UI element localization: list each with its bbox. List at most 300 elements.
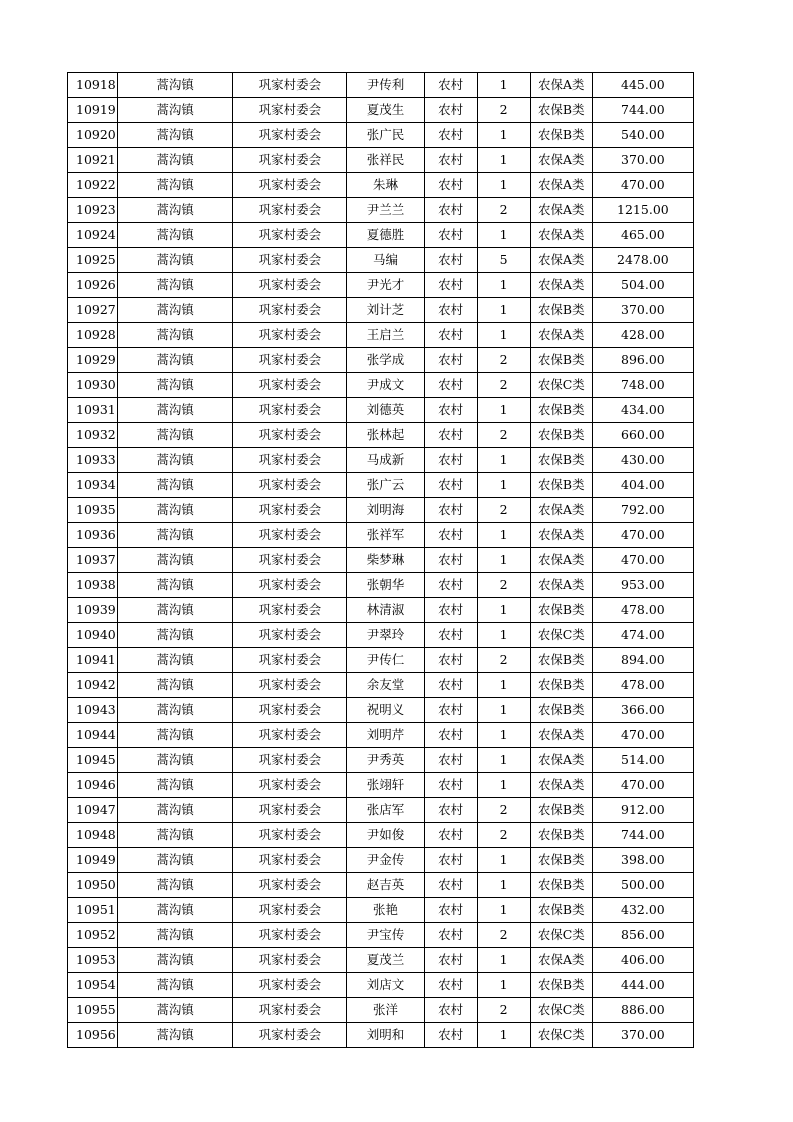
table-row [68,248,694,273]
cell-insurance-category: 农保B类 [530,398,592,423]
cell-member-count: 1 [477,173,530,198]
cell-insurance-category: 农保A类 [530,748,592,773]
table-row [68,223,694,248]
cell-member-count: 1 [477,898,530,923]
cell-insurance-category: 农保B类 [530,448,592,473]
cell-member-count: 2 [477,648,530,673]
cell-insurance-category: 农保A类 [530,773,592,798]
cell-village-committee: 巩家村委会 [233,748,347,773]
cell-town: 蒿沟镇 [118,223,233,248]
table-row [68,698,694,723]
cell-person-name: 刘明海 [347,498,424,523]
cell-town: 蒿沟镇 [118,898,233,923]
cell-household-type: 农村 [424,523,477,548]
cell-town: 蒿沟镇 [118,773,233,798]
cell-member-count: 1 [477,473,530,498]
cell-serial-number: 10946 [68,773,118,798]
cell-member-count: 2 [477,798,530,823]
cell-amount: 404.00 [592,473,693,498]
cell-household-type: 农村 [424,973,477,998]
cell-member-count: 2 [477,198,530,223]
table-row [68,873,694,898]
cell-village-committee: 巩家村委会 [233,623,347,648]
cell-person-name: 尹秀英 [347,748,424,773]
table-row [68,848,694,873]
cell-amount: 894.00 [592,648,693,673]
cell-person-name: 张店军 [347,798,424,823]
cell-insurance-category: 农保A类 [530,173,592,198]
cell-insurance-category: 农保B类 [530,123,592,148]
table-row [68,123,694,148]
cell-household-type: 农村 [424,948,477,973]
cell-household-type: 农村 [424,848,477,873]
cell-household-type: 农村 [424,73,477,98]
cell-member-count: 1 [477,623,530,648]
cell-serial-number: 10954 [68,973,118,998]
cell-member-count: 1 [477,273,530,298]
cell-town: 蒿沟镇 [118,548,233,573]
table-row [68,273,694,298]
cell-town: 蒿沟镇 [118,373,233,398]
cell-serial-number: 10953 [68,948,118,973]
cell-person-name: 林清淑 [347,598,424,623]
cell-town: 蒿沟镇 [118,498,233,523]
cell-amount: 470.00 [592,523,693,548]
cell-village-committee: 巩家村委会 [233,123,347,148]
cell-member-count: 1 [477,548,530,573]
cell-serial-number: 10952 [68,923,118,948]
cell-town: 蒿沟镇 [118,748,233,773]
cell-village-committee: 巩家村委会 [233,998,347,1023]
cell-insurance-category: 农保A类 [530,148,592,173]
cell-insurance-category: 农保B类 [530,798,592,823]
cell-household-type: 农村 [424,698,477,723]
cell-amount: 470.00 [592,548,693,573]
table-row [68,773,694,798]
cell-household-type: 农村 [424,373,477,398]
table-row [68,398,694,423]
cell-member-count: 2 [477,998,530,1023]
cell-member-count: 1 [477,1023,530,1048]
cell-member-count: 1 [477,773,530,798]
cell-village-committee: 巩家村委会 [233,573,347,598]
cell-village-committee: 巩家村委会 [233,323,347,348]
cell-village-committee: 巩家村委会 [233,273,347,298]
cell-amount: 500.00 [592,873,693,898]
cell-village-committee: 巩家村委会 [233,773,347,798]
cell-member-count: 1 [477,398,530,423]
table-row [68,1023,694,1048]
cell-serial-number: 10939 [68,598,118,623]
cell-person-name: 祝明义 [347,698,424,723]
cell-amount: 465.00 [592,223,693,248]
cell-person-name: 尹传利 [347,73,424,98]
cell-household-type: 农村 [424,823,477,848]
cell-amount: 514.00 [592,748,693,773]
cell-village-committee: 巩家村委会 [233,348,347,373]
cell-amount: 504.00 [592,273,693,298]
table-row [68,523,694,548]
cell-person-name: 尹兰兰 [347,198,424,223]
cell-person-name: 赵吉英 [347,873,424,898]
cell-person-name: 王启兰 [347,323,424,348]
cell-member-count: 1 [477,523,530,548]
cell-household-type: 农村 [424,898,477,923]
cell-person-name: 尹翠玲 [347,623,424,648]
cell-member-count: 1 [477,323,530,348]
cell-town: 蒿沟镇 [118,423,233,448]
cell-person-name: 尹传仁 [347,648,424,673]
cell-household-type: 农村 [424,648,477,673]
cell-amount: 1215.00 [592,198,693,223]
cell-town: 蒿沟镇 [118,723,233,748]
table-row [68,423,694,448]
cell-serial-number: 10943 [68,698,118,723]
table-row [68,548,694,573]
cell-person-name: 张祥军 [347,523,424,548]
cell-serial-number: 10929 [68,348,118,373]
cell-town: 蒿沟镇 [118,198,233,223]
cell-town: 蒿沟镇 [118,98,233,123]
cell-insurance-category: 农保B类 [530,348,592,373]
cell-serial-number: 10956 [68,1023,118,1048]
cell-amount: 474.00 [592,623,693,648]
cell-serial-number: 10922 [68,173,118,198]
cell-amount: 478.00 [592,673,693,698]
cell-insurance-category: 农保A类 [530,73,592,98]
cell-member-count: 1 [477,448,530,473]
cell-village-committee: 巩家村委会 [233,1023,347,1048]
cell-household-type: 农村 [424,998,477,1023]
cell-person-name: 张学成 [347,348,424,373]
cell-serial-number: 10951 [68,898,118,923]
cell-household-type: 农村 [424,623,477,648]
cell-person-name: 刘德英 [347,398,424,423]
cell-village-committee: 巩家村委会 [233,98,347,123]
table-row [68,498,694,523]
cell-amount: 470.00 [592,723,693,748]
cell-household-type: 农村 [424,198,477,223]
cell-member-count: 1 [477,698,530,723]
cell-insurance-category: 农保A类 [530,548,592,573]
cell-amount: 540.00 [592,123,693,148]
cell-serial-number: 10941 [68,648,118,673]
cell-town: 蒿沟镇 [118,998,233,1023]
cell-serial-number: 10949 [68,848,118,873]
cell-village-committee: 巩家村委会 [233,73,347,98]
cell-household-type: 农村 [424,123,477,148]
cell-serial-number: 10920 [68,123,118,148]
cell-town: 蒿沟镇 [118,948,233,973]
cell-amount: 470.00 [592,773,693,798]
table-row [68,898,694,923]
cell-insurance-category: 农保B类 [530,848,592,873]
cell-insurance-category: 农保B类 [530,473,592,498]
table-row [68,723,694,748]
cell-person-name: 张祥民 [347,148,424,173]
cell-person-name: 夏茂兰 [347,948,424,973]
cell-member-count: 1 [477,848,530,873]
cell-serial-number: 10948 [68,823,118,848]
cell-serial-number: 10927 [68,298,118,323]
cell-insurance-category: 农保A类 [530,948,592,973]
cell-member-count: 1 [477,73,530,98]
cell-person-name: 张朝华 [347,573,424,598]
cell-amount: 444.00 [592,973,693,998]
cell-town: 蒿沟镇 [118,123,233,148]
cell-village-committee: 巩家村委会 [233,198,347,223]
cell-amount: 478.00 [592,598,693,623]
cell-member-count: 1 [477,223,530,248]
cell-member-count: 2 [477,823,530,848]
cell-household-type: 农村 [424,223,477,248]
cell-person-name: 尹金传 [347,848,424,873]
cell-household-type: 农村 [424,723,477,748]
cell-member-count: 1 [477,123,530,148]
cell-person-name: 夏德胜 [347,223,424,248]
cell-serial-number: 10930 [68,373,118,398]
cell-serial-number: 10950 [68,873,118,898]
cell-household-type: 农村 [424,573,477,598]
table-row [68,473,694,498]
cell-amount: 366.00 [592,698,693,723]
cell-serial-number: 10942 [68,673,118,698]
cell-village-committee: 巩家村委会 [233,823,347,848]
cell-household-type: 农村 [424,798,477,823]
cell-person-name: 尹如俊 [347,823,424,848]
cell-village-committee: 巩家村委会 [233,873,347,898]
cell-town: 蒿沟镇 [118,598,233,623]
cell-amount: 856.00 [592,923,693,948]
cell-member-count: 1 [477,723,530,748]
cell-person-name: 刘明和 [347,1023,424,1048]
cell-household-type: 农村 [424,98,477,123]
cell-insurance-category: 农保C类 [530,1023,592,1048]
cell-household-type: 农村 [424,923,477,948]
cell-insurance-category: 农保C类 [530,923,592,948]
cell-serial-number: 10932 [68,423,118,448]
cell-amount: 792.00 [592,498,693,523]
cell-household-type: 农村 [424,498,477,523]
cell-amount: 370.00 [592,1023,693,1048]
cell-person-name: 尹成文 [347,373,424,398]
cell-amount: 398.00 [592,848,693,873]
cell-insurance-category: 农保B类 [530,648,592,673]
cell-village-committee: 巩家村委会 [233,898,347,923]
cell-village-committee: 巩家村委会 [233,848,347,873]
cell-person-name: 余友堂 [347,673,424,698]
cell-household-type: 农村 [424,173,477,198]
cell-household-type: 农村 [424,773,477,798]
cell-insurance-category: 农保A类 [530,323,592,348]
cell-insurance-category: 农保A类 [530,223,592,248]
cell-member-count: 2 [477,923,530,948]
cell-serial-number: 10938 [68,573,118,598]
cell-amount: 744.00 [592,98,693,123]
cell-village-committee: 巩家村委会 [233,673,347,698]
table-row [68,923,694,948]
cell-household-type: 农村 [424,398,477,423]
table-row [68,648,694,673]
cell-town: 蒿沟镇 [118,148,233,173]
cell-village-committee: 巩家村委会 [233,598,347,623]
table-row [68,623,694,648]
cell-insurance-category: 农保B类 [530,673,592,698]
cell-person-name: 尹光才 [347,273,424,298]
cell-member-count: 2 [477,498,530,523]
cell-amount: 953.00 [592,573,693,598]
cell-town: 蒿沟镇 [118,923,233,948]
cell-insurance-category: 农保C类 [530,998,592,1023]
cell-village-committee: 巩家村委会 [233,548,347,573]
table-row [68,73,694,98]
cell-village-committee: 巩家村委会 [233,423,347,448]
cell-serial-number: 10923 [68,198,118,223]
cell-serial-number: 10926 [68,273,118,298]
cell-person-name: 刘店文 [347,973,424,998]
table-row [68,148,694,173]
cell-person-name: 张林起 [347,423,424,448]
cell-amount: 748.00 [592,373,693,398]
cell-amount: 660.00 [592,423,693,448]
cell-serial-number: 10937 [68,548,118,573]
table-row [68,448,694,473]
cell-person-name: 张洋 [347,998,424,1023]
cell-member-count: 2 [477,98,530,123]
cell-town: 蒿沟镇 [118,573,233,598]
cell-member-count: 2 [477,373,530,398]
cell-insurance-category: 农保B类 [530,298,592,323]
cell-person-name: 张广民 [347,123,424,148]
cell-village-committee: 巩家村委会 [233,298,347,323]
cell-member-count: 1 [477,673,530,698]
cell-member-count: 2 [477,573,530,598]
cell-town: 蒿沟镇 [118,523,233,548]
cell-town: 蒿沟镇 [118,173,233,198]
cell-amount: 370.00 [592,298,693,323]
cell-village-committee: 巩家村委会 [233,473,347,498]
cell-member-count: 1 [477,948,530,973]
cell-person-name: 张艳 [347,898,424,923]
cell-town: 蒿沟镇 [118,323,233,348]
cell-village-committee: 巩家村委会 [233,148,347,173]
cell-village-committee: 巩家村委会 [233,248,347,273]
table-row [68,98,694,123]
cell-serial-number: 10935 [68,498,118,523]
cell-amount: 432.00 [592,898,693,923]
cell-member-count: 5 [477,248,530,273]
beneficiary-table [67,72,694,1048]
cell-serial-number: 10944 [68,723,118,748]
cell-amount: 370.00 [592,148,693,173]
cell-serial-number: 10936 [68,523,118,548]
table-row [68,598,694,623]
cell-member-count: 1 [477,873,530,898]
cell-serial-number: 10919 [68,98,118,123]
cell-member-count: 2 [477,348,530,373]
table-row [68,823,694,848]
table-row [68,673,694,698]
cell-serial-number: 10947 [68,798,118,823]
cell-person-name: 朱琳 [347,173,424,198]
cell-insurance-category: 农保B类 [530,598,592,623]
table-row [68,173,694,198]
cell-amount: 430.00 [592,448,693,473]
cell-member-count: 1 [477,748,530,773]
cell-person-name: 柴梦琳 [347,548,424,573]
cell-village-committee: 巩家村委会 [233,173,347,198]
cell-town: 蒿沟镇 [118,73,233,98]
cell-village-committee: 巩家村委会 [233,973,347,998]
cell-person-name: 尹宝传 [347,923,424,948]
cell-amount: 445.00 [592,73,693,98]
cell-village-committee: 巩家村委会 [233,648,347,673]
cell-amount: 886.00 [592,998,693,1023]
cell-member-count: 1 [477,973,530,998]
table-row [68,573,694,598]
cell-village-committee: 巩家村委会 [233,798,347,823]
cell-insurance-category: 农保A类 [530,273,592,298]
cell-village-committee: 巩家村委会 [233,398,347,423]
cell-household-type: 农村 [424,323,477,348]
cell-insurance-category: 农保B类 [530,898,592,923]
cell-person-name: 夏茂生 [347,98,424,123]
cell-household-type: 农村 [424,348,477,373]
cell-household-type: 农村 [424,873,477,898]
cell-person-name: 张翊轩 [347,773,424,798]
cell-member-count: 1 [477,298,530,323]
cell-town: 蒿沟镇 [118,448,233,473]
cell-town: 蒿沟镇 [118,273,233,298]
table-row [68,948,694,973]
table-row [68,198,694,223]
cell-town: 蒿沟镇 [118,248,233,273]
cell-person-name: 刘计芝 [347,298,424,323]
cell-household-type: 农村 [424,1023,477,1048]
cell-insurance-category: 农保C类 [530,373,592,398]
cell-household-type: 农村 [424,548,477,573]
cell-household-type: 农村 [424,298,477,323]
cell-household-type: 农村 [424,273,477,298]
cell-amount: 2478.00 [592,248,693,273]
table-row [68,998,694,1023]
cell-serial-number: 10925 [68,248,118,273]
cell-insurance-category: 农保A类 [530,248,592,273]
cell-town: 蒿沟镇 [118,873,233,898]
cell-household-type: 农村 [424,248,477,273]
table-row [68,973,694,998]
cell-member-count: 1 [477,148,530,173]
cell-insurance-category: 农保A类 [530,523,592,548]
cell-household-type: 农村 [424,448,477,473]
table-body [68,73,694,1048]
cell-person-name: 张广云 [347,473,424,498]
cell-town: 蒿沟镇 [118,798,233,823]
cell-household-type: 农村 [424,148,477,173]
cell-member-count: 1 [477,598,530,623]
cell-town: 蒿沟镇 [118,298,233,323]
cell-village-committee: 巩家村委会 [233,498,347,523]
table-row [68,323,694,348]
cell-serial-number: 10933 [68,448,118,473]
cell-serial-number: 10931 [68,398,118,423]
cell-serial-number: 10918 [68,73,118,98]
cell-village-committee: 巩家村委会 [233,523,347,548]
cell-town: 蒿沟镇 [118,973,233,998]
cell-serial-number: 10955 [68,998,118,1023]
cell-town: 蒿沟镇 [118,1023,233,1048]
table-row [68,748,694,773]
